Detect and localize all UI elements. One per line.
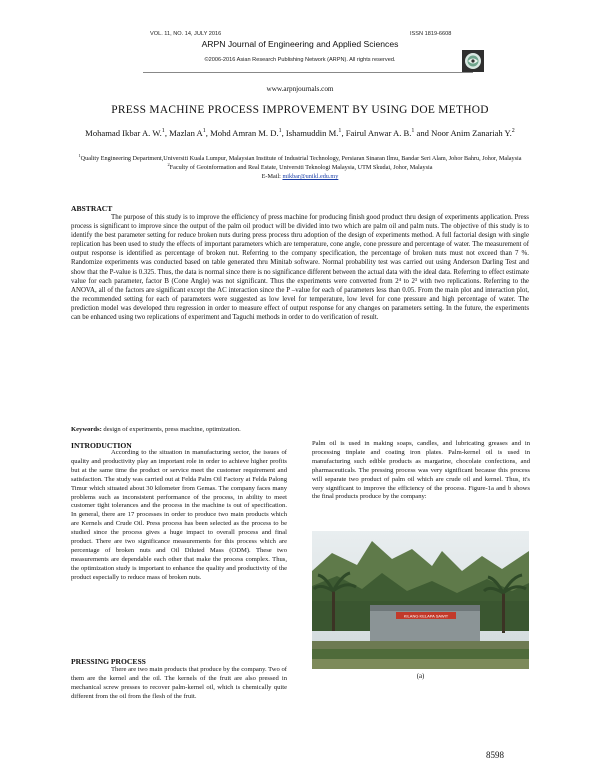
volume-line: VOL. 11, NO. 14, JULY 2016 xyxy=(150,31,222,37)
author-affil-marker: 1 xyxy=(411,128,415,135)
author-name: Mazlan A xyxy=(169,128,203,138)
issn-line: ISSN 1819-6608 xyxy=(410,31,452,37)
email-line xyxy=(70,172,530,181)
author-name: Noor Anim Zanariah Y. xyxy=(431,128,512,138)
right-column-text: Palm oil is used in making soaps, candles, and lubricating greases and in processing tinplate and coating iron plates. Palm-kernel oil is used in manufacturing such edible products as margarine, chocolate confections, and pharmaceuticals. The pressing process was very significant because this process will separate two product of palm oil which are crude oil and kernel. Thus, it's very significant to improve the efficiency of the process. Figure-1a and b shows the final products produce by the company: xyxy=(312,440,530,501)
author-separator: , xyxy=(164,128,170,138)
author-name: Ishamuddin M. xyxy=(285,128,339,138)
author-separator: , xyxy=(205,128,211,138)
author-affil-marker: 1 xyxy=(202,128,206,135)
author-affil-marker: 2 xyxy=(511,128,515,135)
paper-title: PRESS MACHINE PROCESS IMPROVEMENT BY USING DOE METHOD xyxy=(111,104,489,116)
author-name: Mohamad Ikbar A. W. xyxy=(85,128,162,138)
journal-name: ARPN Journal of Engineering and Applied Sciences xyxy=(201,39,399,49)
affiliation-2 xyxy=(70,163,530,172)
affiliations xyxy=(70,154,530,181)
author-list xyxy=(70,127,530,140)
pressing-process-heading: PRESSING PROCESS xyxy=(71,657,146,666)
factory-photo xyxy=(312,531,529,669)
copyright-line: ©2006-2016 Asian Research Publishing Network (ARPN). All rights reserved. xyxy=(204,57,396,63)
author-separator: , xyxy=(341,128,346,138)
pressing-process-text: There are two main products that produce by the company. Two of them are the kernel and the oil. The kernels of the fruit are also pressed in mechanical screw presses to recover palm-kernel oil, which is chemically quite different from the oil from the flesh of the fruit. xyxy=(71,666,287,700)
author-affil-marker: 1 xyxy=(278,128,282,135)
affiliation-1 xyxy=(70,154,530,163)
email-label: E-Mail: xyxy=(261,173,283,180)
affiliation-marker: 1 xyxy=(78,152,81,158)
author-name: Mohd Amran M. D. xyxy=(210,128,279,138)
author-name: Fairul Anwar A. B. xyxy=(345,128,412,138)
affiliation-1-text: Quality Engineering Department,Universiti Kuala Lumpur, Malaysian Institute of Industrial Technology, Persiaran Sinaran Ilmu, Bandar Seri Alam, Johor Bahru, Johor, Malaysia xyxy=(80,155,522,162)
keywords-text: design of experiments, press machine, optimization. xyxy=(101,426,241,433)
factory-sign-text: KILANG KELAPA SAWIT xyxy=(403,613,449,619)
page-number: 8598 xyxy=(486,750,504,760)
header-rule xyxy=(143,72,473,73)
email-link[interactable]: mikbar@unikl.edu.my xyxy=(282,173,339,180)
keywords-label: Keywords: xyxy=(71,426,102,433)
introduction-heading: INTRODUCTION xyxy=(71,441,132,450)
abstract-text: The purpose of this study is to improve the efficiency of press machine for producing finish good product thru design of experiments application. Press process is significant to improve since the output of the palm oil product will be divided into two which are palm oil and palm nuts. The objective of this study is to identify the best parameter setting for reduce broken nuts during press process thru adoption of the design of experiments method. A full factorial design with single replication has been used to study the effects of important parameters which are temperature, cone angle, cone pressure and percentage of water. The measurement of output response is identified as percentage of broken nut. Referring to the company specification, the percentage of broken nuts must not exceed than 7 %. Randomize experiments was conducted based on table generated thru Minitab software. Normal probability test was carried out using Anderson Darling Test and show that the P-value is 0.325. Thus, the data is normal since there is no significance different between the actual data with the ideal data. Referring to effect estimate value for each parameter, factor B (Cone Angle) was not significant. Thus the experiments were converted from 2⁴ to 2³ with two replications. Referring to the ANOVA, all of the factors are significant except the AC interaction since the P –value for each of parameters less than 0.05. From the main plot and interaction plot, the recommended setting for each of parameters were suggested as low level for temperature, low level for cone pressure and high percentage of water. The prediction model was developed thru regression in order to measure effect of output response for any changes on parameters setting. In the future, the experiments can be enhanced using two replications of experiment and Taguchi methods in order to do verification of result. xyxy=(71,214,529,322)
introduction-text: According to the situation in manufacturing sector, the issues of quality and productivity play an important role in order to achieve higher profits but at the same time the product or service meet the customer requirement and satisfaction. The study was carried out at Felda Palm Oil Factory at Felda Palong Timur which situated about 30 kilometer from Gemas. The company faces many problems such as inconsistent performance of the process, in ability to meet customer tight tolerances and the process in the machine is out of specification. In general, there are 17 processes in order to produce two main products which are Kernels and Crude Oil. Press process has been selected as the process to be studied since the process gives a huge impact to overall process and final product. There are two significance measurements for this process which are percentage of broken nuts and Oil Diluted Mass (ODM). These two measurements are dependable each other that make the process complex. Thus, the optimization study is important to enhance the quality and productivity of the product especially to reduce mass of broken nuts. xyxy=(71,449,287,581)
author-separator: and xyxy=(414,128,432,138)
author-affil-marker: 1 xyxy=(338,128,342,135)
affiliation-2-text: Faculty of Geoinformation and Real Estate, Universiti Teknologi Malaysia, UTM Skudai, Johor, Malaysia xyxy=(169,164,433,171)
abstract-heading: ABSTRACT xyxy=(71,204,113,213)
journal-website-link[interactable]: www.arpnjournals.com xyxy=(266,85,334,93)
author-separator: , xyxy=(281,128,286,138)
arpn-logo-icon xyxy=(462,50,484,72)
figure-label: (a) xyxy=(416,673,425,680)
keywords-line xyxy=(71,426,529,433)
affiliation-marker: 2 xyxy=(167,161,170,167)
author-affil-marker: 1 xyxy=(161,128,165,135)
